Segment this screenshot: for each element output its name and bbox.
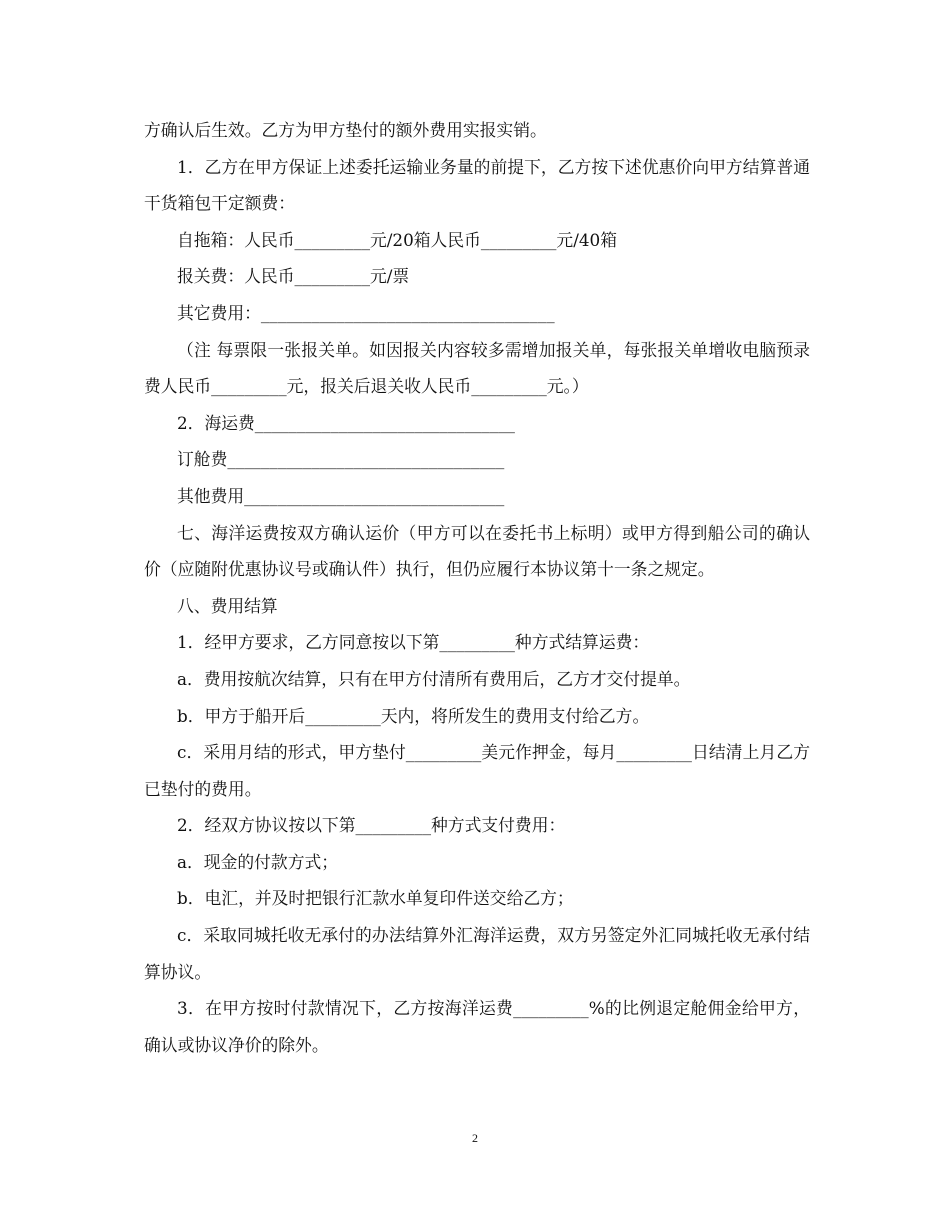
paragraph: 2．经双方协议按以下第_________种方式支付费用：: [177, 815, 566, 836]
paragraph: 3．在甲方按时付款情况下，乙方按海洋运费_________%的比例退定舱佣金给甲方，确认或协议净价的除外。: [144, 998, 810, 1055]
paragraph: 自拖箱：人民币_________元/20箱人民币_________元/40箱: [177, 229, 617, 250]
paragraph: 订舱费_________________________________: [177, 449, 505, 470]
paragraph: 方确认后生效。乙方为甲方垫付的额外费用实报实销。: [144, 120, 547, 140]
paragraph: 2．海运费_______________________________: [177, 412, 515, 433]
paragraph: 报关费：人民币_________元/票: [177, 266, 410, 287]
paragraph: （注 每票限一张报关单。如因报关内容较多需增加报关单，每张报关单增收电脑预录费人民币_________元，报关后退关收人民币_________元。）: [144, 339, 810, 397]
paragraph: c．采取同城托收无承付的办法结算外汇海洋运费，双方另签定外汇同城托收无承付结算协议。: [144, 925, 810, 982]
paragraph: a．现金的付款方式；: [177, 851, 339, 872]
document-body: [144, 112, 810, 1063]
page-number: 2: [472, 1131, 478, 1145]
paragraph: 七、海洋运费按双方确认运价（甲方可以在委托书上标明）或甲方得到船公司的确认价（应随附优惠协议号或确认件）执行，但仍应履行本协议第十一条之规定。: [144, 522, 810, 580]
paragraph: 其它费用：___________________________________: [177, 302, 555, 323]
paragraph: 1．经甲方要求，乙方同意按以下第_________种方式结算运费：: [177, 632, 650, 653]
paragraph: c．采用月结的形式，甲方垫付_________美元作押金，每月_________日结清上月乙方已垫付的费用。: [144, 742, 810, 799]
paragraph: 八、费用结算: [177, 595, 278, 616]
paragraph: b．甲方于船开后_________天内，将所发生的费用支付给乙方。: [177, 705, 650, 726]
paragraph: 其他费用_______________________________: [177, 485, 505, 506]
paragraph: 1．乙方在甲方保证上述委托运输业务量的前提下，乙方按下述优惠价向甲方结算普通干货箱包干定额费：: [144, 156, 810, 214]
paragraph: b．电汇，并及时把银行汇款水单复印件送交给乙方；: [177, 888, 574, 909]
paragraph: a．费用按航次结算，只有在甲方付清所有费用后，乙方才交付提单。: [177, 668, 691, 689]
